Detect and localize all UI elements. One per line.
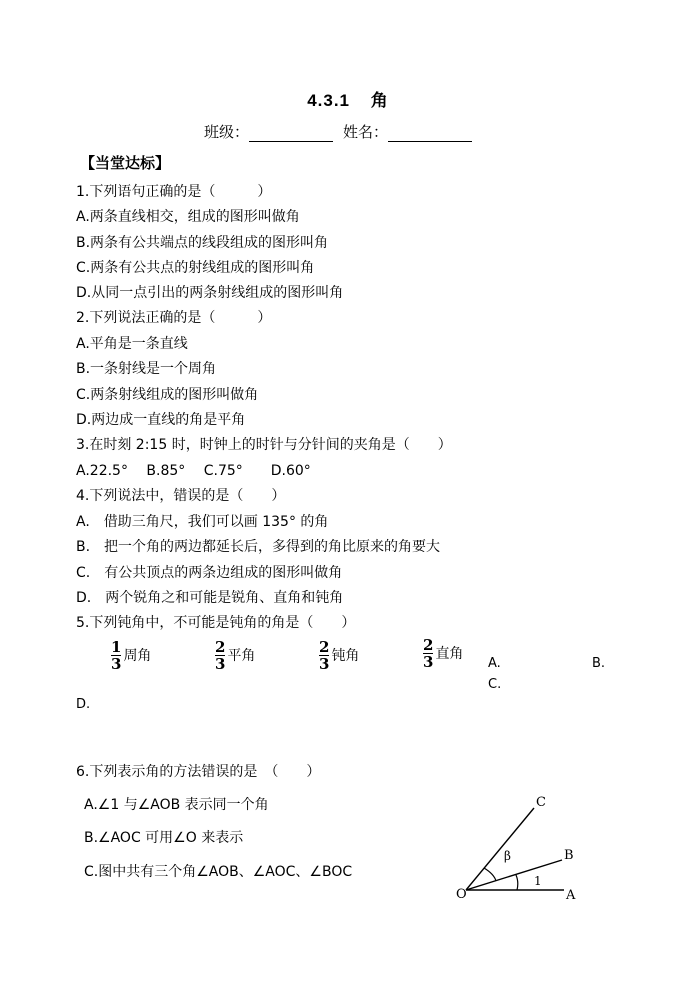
- q2-option-d: D.两边成一直线的角是平角: [76, 412, 246, 428]
- q1-option-b: B.两条有公共端点的线段组成的图形叫角: [76, 235, 329, 251]
- q1-option-d: D.从同一点引出的两条射线组成的图形叫角: [76, 285, 344, 301]
- q2-option-a: A.平角是一条直线: [76, 336, 188, 352]
- q5-label-d: D.: [76, 697, 91, 712]
- ray-ob: [466, 860, 562, 890]
- fraction-numerator: 2: [423, 636, 434, 654]
- q6-option-b: B.∠AOC 可用∠O 来表示: [84, 830, 244, 846]
- fraction-word: 平角: [227, 648, 256, 664]
- q5-fraction-item: [111, 640, 151, 672]
- q5-fraction-item: [423, 638, 463, 670]
- fraction-denominator: 3: [319, 655, 330, 673]
- fraction-numerator: 2: [215, 638, 226, 656]
- fraction: [319, 640, 329, 672]
- title-number: 4.3.1: [307, 91, 351, 110]
- q4-option-a: A. 借助三角尺，我们可以画 135° 的角: [76, 514, 329, 530]
- fraction: [215, 640, 225, 672]
- q2-option-c: C.两条射线组成的图形叫做角: [76, 387, 259, 403]
- label-o: O: [456, 887, 467, 902]
- fraction: [111, 640, 121, 672]
- q5-fraction-item: [319, 640, 359, 672]
- q6-option-c: C.图中共有三个角∠AOB、∠AOC、∠BOC: [84, 864, 353, 880]
- fraction-denominator: 3: [423, 653, 434, 671]
- class-label: 班级：: [204, 123, 250, 141]
- section-heading: 【当堂达标】: [80, 154, 171, 172]
- q4-stem: 4.下列说法中，错误的是（ ）: [76, 488, 286, 504]
- q5-stem: 5.下列钝角中，不可能是钝角的角是（ ）: [76, 615, 356, 631]
- q6-option-a: A.∠1 与∠AOB 表示同一个角: [84, 797, 269, 813]
- q3-stem: 3.在时刻 2:15 时，时钟上的时针与分针间的夹角是（ ）: [76, 437, 452, 453]
- class-blank[interactable]: [249, 125, 333, 142]
- q2-option-b: B.一条射线是一个周角: [76, 361, 217, 377]
- fraction-word: 钝角: [331, 648, 360, 664]
- label-a: A: [566, 888, 576, 903]
- fraction: [423, 638, 433, 670]
- fraction-denominator: 3: [215, 655, 226, 673]
- fraction-numerator: 1: [111, 638, 122, 656]
- fraction-word: 直角: [435, 646, 464, 662]
- q1-option-a: A.两条直线相交，组成的图形叫做角: [76, 209, 300, 225]
- angle-1-arc: [516, 875, 518, 890]
- q5-label-c: C.: [488, 677, 502, 692]
- q5-fraction-item: [215, 640, 255, 672]
- q5-label-a: A.: [488, 656, 501, 671]
- q4-option-b: B. 把一个角的两边都延长后，多得到的角比原来的角要大: [76, 539, 441, 555]
- fraction-word: 周角: [123, 648, 152, 664]
- q3-options: A.22.5° B.85° C.75° D.60°: [76, 463, 311, 479]
- page-title: [0, 86, 696, 111]
- label-1: 1: [534, 874, 542, 888]
- angle-beta-arc: [484, 868, 496, 881]
- q2-stem: 2.下列说法正确的是（ ）: [76, 310, 272, 326]
- q4-option-c: C. 有公共顶点的两条边组成的图形叫做角: [76, 565, 343, 581]
- label-beta: β: [504, 849, 511, 863]
- label-b: B: [564, 848, 574, 863]
- title-word: 角: [370, 91, 389, 111]
- student-info-line: [204, 121, 472, 142]
- fraction-numerator: 2: [319, 638, 330, 656]
- name-blank[interactable]: [388, 125, 472, 142]
- name-label: 姓名：: [343, 123, 389, 141]
- fraction-denominator: 3: [111, 655, 122, 673]
- ray-oc: [466, 808, 534, 890]
- label-c: C: [536, 795, 546, 810]
- q5-label-b: B.: [592, 656, 606, 671]
- q1-option-c: C.两条有公共点的射线组成的图形叫角: [76, 260, 315, 276]
- q6-stem: 6.下列表示角的方法错误的是 （ ）: [76, 764, 321, 780]
- q4-option-d: D. 两个锐角之和可能是锐角、直角和钝角: [76, 590, 344, 606]
- angle-figure: [452, 790, 592, 910]
- q1-stem: 1.下列语句正确的是（ ）: [76, 184, 272, 200]
